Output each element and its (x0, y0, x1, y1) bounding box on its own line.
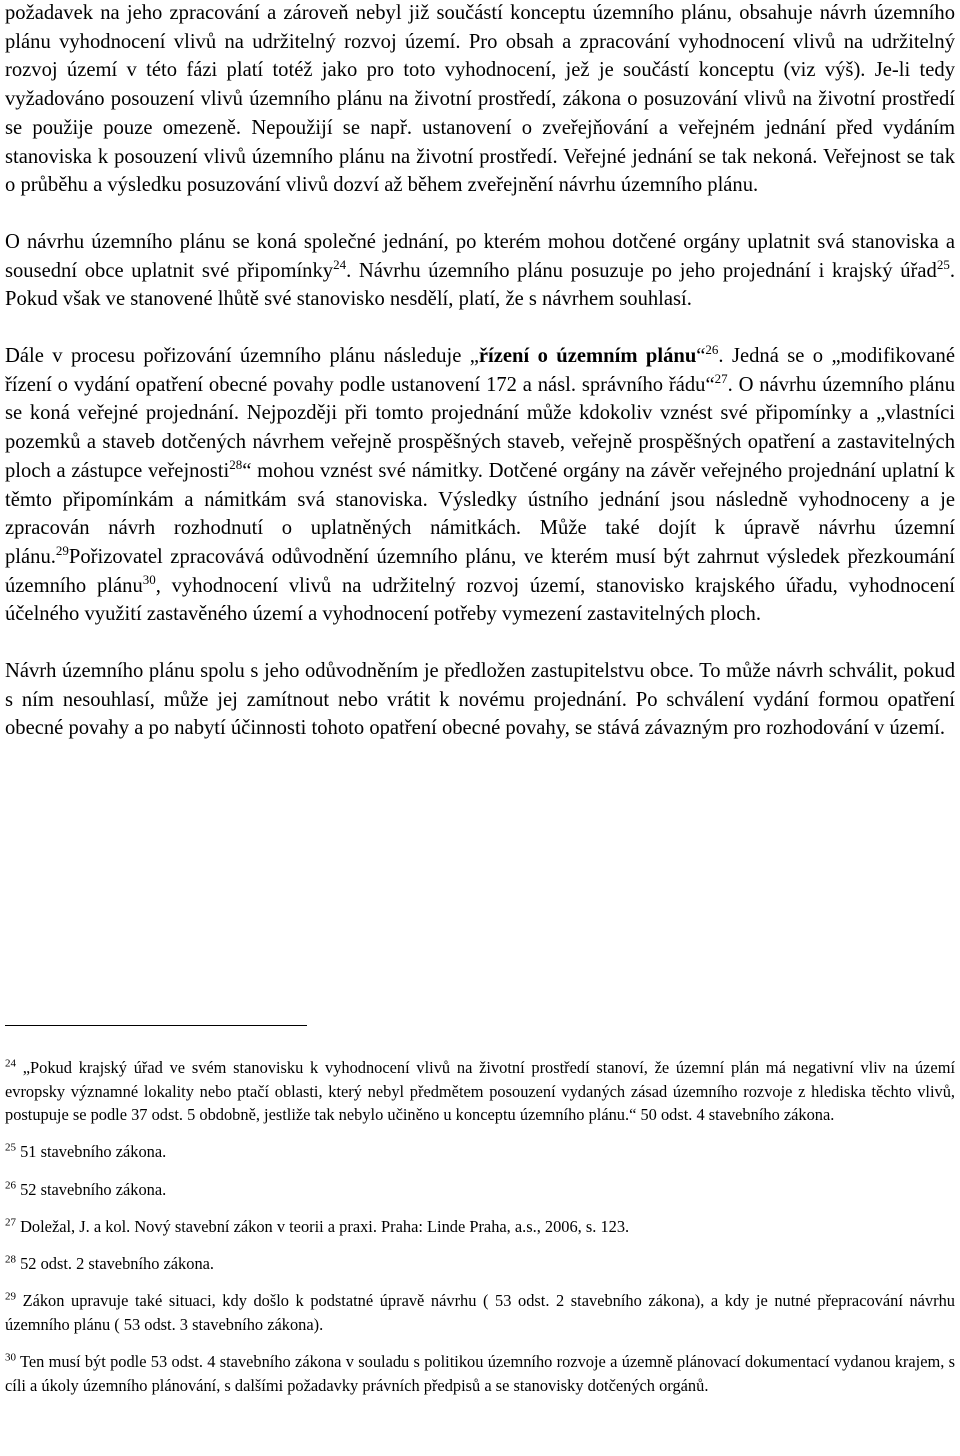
paragraph-2 (5, 228, 955, 314)
paragraph-1: požadavek na jeho zpracování a zároveň nebyl již součástí konceptu územního plánu, obsahuje návrh územního plánu vyhodnocení vlivů na udržitelný rozvoj území. Pro obsah a zpracování vyhodnocení vlivů na udržitelný rozvoj území v této fázi platí totéž jako pro toto vyhodnocení, jež je součástí konceptu (viz výš). Je-li tedy vyžadováno posouzení vlivů územního plánu na životní prostředí, zákona o posuzování vlivů na životní prostředí se použije pouze omezeně. Nepoužijí se např. ustanovení o zveřejňování a veřejném jednání před vydáním stanoviska k posouzení vlivů územního plánu na životní prostředí. Veřejné jednání se tak nekoná. Veřejnost se tak o průběhu a výsledku posuzování vlivů dozví až během zveřejnění návrhu územního plánu. (5, 2, 955, 197)
footnote-ref-27: 27 (714, 370, 728, 386)
footnote-26 (5, 1178, 955, 1202)
paragraph-4: Návrh územního plánu spolu s jeho odůvodněním je předložen zastupitelstvu obce. To může návrh schválit, pokud s ním nesouhlasí, může jej zamítnout nebo vrátit k novému projednání. Po schválení vydání formou opatření obecné povahy a po nabytí účinnosti tohoto opatření obecné povahy, se stává závazným pro rozhodování v území. (5, 660, 955, 740)
footnote-text: 52 stavebního zákona. (16, 1179, 167, 1199)
footnote-24 (5, 1056, 955, 1127)
footnote-text: 51 stavebního zákona. (16, 1142, 167, 1162)
paragraph-3-text-d: . O návrhu územního plánu se koná veřejné projednání. Nejpozději při tomto projednání může kdokoliv vznést své připomínky a „vlastníci pozemků a staveb dotčených návrhem veřejně prospěšných staveb, veřejně prospěšných opatření a zastavitelných ploch a zástupce veřejnosti (5, 373, 956, 482)
footnote-ref-28: 28 (229, 456, 243, 472)
paragraph-3-text-g: , vyhodnocení vlivů na udržitelný rozvoj území, stanovisko krajského úřadu, vyhodnocení účelného využití zastavěného území a vyhodnocení potřeby vymezení zastavitelných ploch. (5, 574, 955, 626)
footnote-number: 29 (5, 1290, 16, 1303)
footnote-ref-30: 30 (142, 571, 156, 587)
footnote-separator (5, 1025, 307, 1026)
paragraph-3 (5, 342, 955, 629)
document-body (5, 0, 955, 743)
paragraph-3-text-a: Dále v procesu pořizování územního plánu následuje „ (5, 345, 479, 368)
footnote-number: 24 (5, 1057, 16, 1070)
footnote-28 (5, 1252, 955, 1276)
footnote-number: 28 (5, 1253, 16, 1266)
footnote-text: Zákon upravuje také situaci, kdy došlo k podstatné úpravě návrhu ( 53 odst. 2 stavebního zákona), a kdy je nutné přepracování návrhu územního plánu ( 53 odst. 3 stavebního zákona). (5, 1291, 955, 1334)
paragraph-2-text-b: . Návrhu územního plánu posuzuje po jeho projednání i krajský úřad (346, 259, 937, 282)
footnote-30 (5, 1350, 955, 1397)
footnote-number: 30 (5, 1351, 16, 1364)
footnote-number: 25 (5, 1141, 16, 1154)
footnote-ref-29: 29 (55, 543, 69, 559)
footnote-text: Ten musí být podle 53 odst. 4 stavebního zákona v souladu s politikou územního rozvoje a územně plánovací dokumentací vydanou krajem, s cíli a úkoly územního plánování, s dalšími požadavky právních předpisů a se stanovisky dotčených orgánů. (5, 1351, 955, 1395)
paragraph-3-text-f: Pořizovatel zpracovává odůvodnění územního plánu, ve kterém musí být zahrnut výsledek přezkoumání územního plánu (5, 545, 955, 597)
paragraph-2-text-c: . Pokud však ve stanovené lhůtě své stanovisko nesdělí, platí, že s návrhem souhlasí. (5, 259, 955, 311)
paragraph-3-text-b: “ (696, 345, 706, 368)
footnote-number: 27 (5, 1216, 16, 1229)
footnote-ref-25: 25 (936, 256, 950, 272)
footnote-ref-24: 24 (333, 256, 347, 272)
paragraph-3-text-e: “ mohou vznést své námitky. Dotčené orgány na závěr veřejného projednání uplatní k těmto připomínkám a námitkám svá stanoviska. Výsledky ústního jednání jsou následně vyhodnoceny a je zpracován návrh rozhodnutí o uplatněných námitkách. Může také dojít k úpravě návrhu územní plánu. (5, 459, 955, 568)
footnote-25 (5, 1140, 955, 1164)
footnote-text: Doležal, J. a kol. Nový stavební zákon v teorii a praxi. Praha: Linde Praha, a.s., 2006, s. 123. (16, 1216, 630, 1236)
footnote-ref-26: 26 (705, 342, 719, 358)
footnotes (5, 1056, 955, 1411)
footnote-29 (5, 1289, 955, 1336)
paragraph-2-text-a: O návrhu územního plánu se koná společné jednání, po kterém mohou dotčené orgány uplatnit svá stanoviska a sousední obce uplatnit své připomínky (5, 230, 955, 282)
footnote-27 (5, 1215, 955, 1239)
footnote-text: „Pokud krajský úřad ve svém stanovisku k vyhodnocení vlivů na životní prostředí stanoví, že územní plán má negativní vliv na území evropsky významné lokality nebo ptačí oblasti, který nebyl předmětem posouzení vydaných zásad územního rozvoje z hlediska těchto vlivů, postupuje se podle 37 odst. 5 obdobně, jestliže tak nebylo učiněno u konceptu územního plánu.“ 50 odst. 4 stavebního zákona. (5, 1058, 955, 1125)
footnote-text: 52 odst. 2 stavebního zákona. (16, 1253, 215, 1273)
footnote-number: 26 (5, 1179, 16, 1192)
paragraph-3-text-c: . Jedná se o „modifikované řízení o vydání opatření obecné povahy podle ustanovení 172 a násl. správního řádu“ (5, 345, 955, 396)
paragraph-3-bold-term: řízení o územním plánu (478, 345, 697, 368)
